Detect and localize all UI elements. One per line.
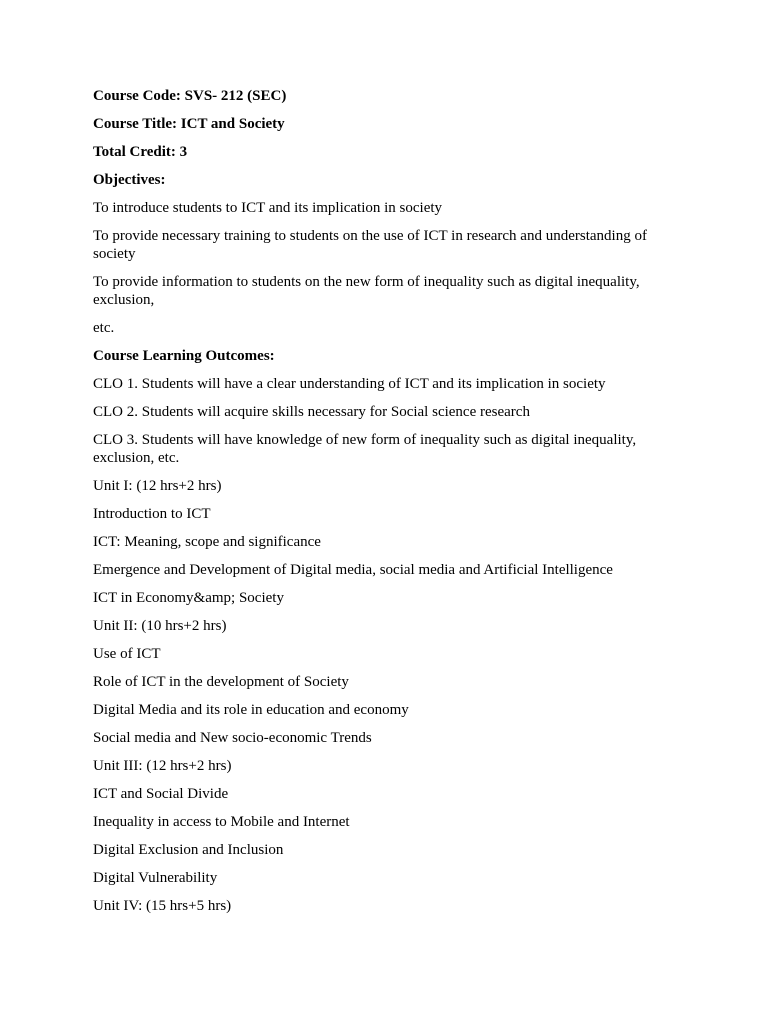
objective-item: etc. <box>93 320 115 336</box>
objective-item: To provide information to students on the new form of inequality such as digital inequality, exclusion, <box>93 274 640 308</box>
course-title: Course Title: ICT and Society <box>93 116 285 132</box>
outcome-item: CLO 1. Students will have a clear understanding of ICT and its implication in society <box>93 376 606 392</box>
unit-item: Digital Vulnerability <box>93 870 218 886</box>
outcome-item: CLO 2. Students will acquire skills necessary for Social science research <box>93 404 530 420</box>
objective-item: To introduce students to ICT and its implication in society <box>93 200 443 216</box>
unit-item: Social media and New socio-economic Trends <box>93 730 372 746</box>
unit-topic: Introduction to ICT <box>93 506 211 522</box>
outcomes-heading: Course Learning Outcomes: <box>93 348 275 364</box>
unit-title: Unit I: (12 hrs+2 hrs) <box>93 478 222 494</box>
document-page <box>93 87 683 925</box>
unit-item: ICT: Meaning, scope and significance <box>93 534 321 550</box>
unit-item: Digital Exclusion and Inclusion <box>93 842 284 858</box>
unit-item: Role of ICT in the development of Society <box>93 674 349 690</box>
unit-item: Digital Media and its role in education and economy <box>93 702 409 718</box>
objectives-heading: Objectives: <box>93 172 166 188</box>
course-code: Course Code: SVS- 212 (SEC) <box>93 88 287 104</box>
objective-item: To provide necessary training to students on the use of ICT in research and understanding of society <box>93 228 647 262</box>
unit-topic: Use of ICT <box>93 646 161 662</box>
unit-item: Inequality in access to Mobile and Internet <box>93 814 350 830</box>
unit-title: Unit IV: (15 hrs+5 hrs) <box>93 898 232 914</box>
outcome-item: CLO 3. Students will have knowledge of new form of inequality such as digital inequality, exclusion, etc. <box>93 432 637 466</box>
total-credit: Total Credit: 3 <box>93 144 188 160</box>
unit-topic: ICT and Social Divide <box>93 786 229 802</box>
unit-title: Unit III: (12 hrs+2 hrs) <box>93 758 232 774</box>
unit-item: Emergence and Development of Digital media, social media and Artificial Intelligence <box>93 562 613 578</box>
unit-item: ICT in Economy&amp; Society <box>93 590 284 606</box>
unit-title: Unit II: (10 hrs+2 hrs) <box>93 618 227 634</box>
